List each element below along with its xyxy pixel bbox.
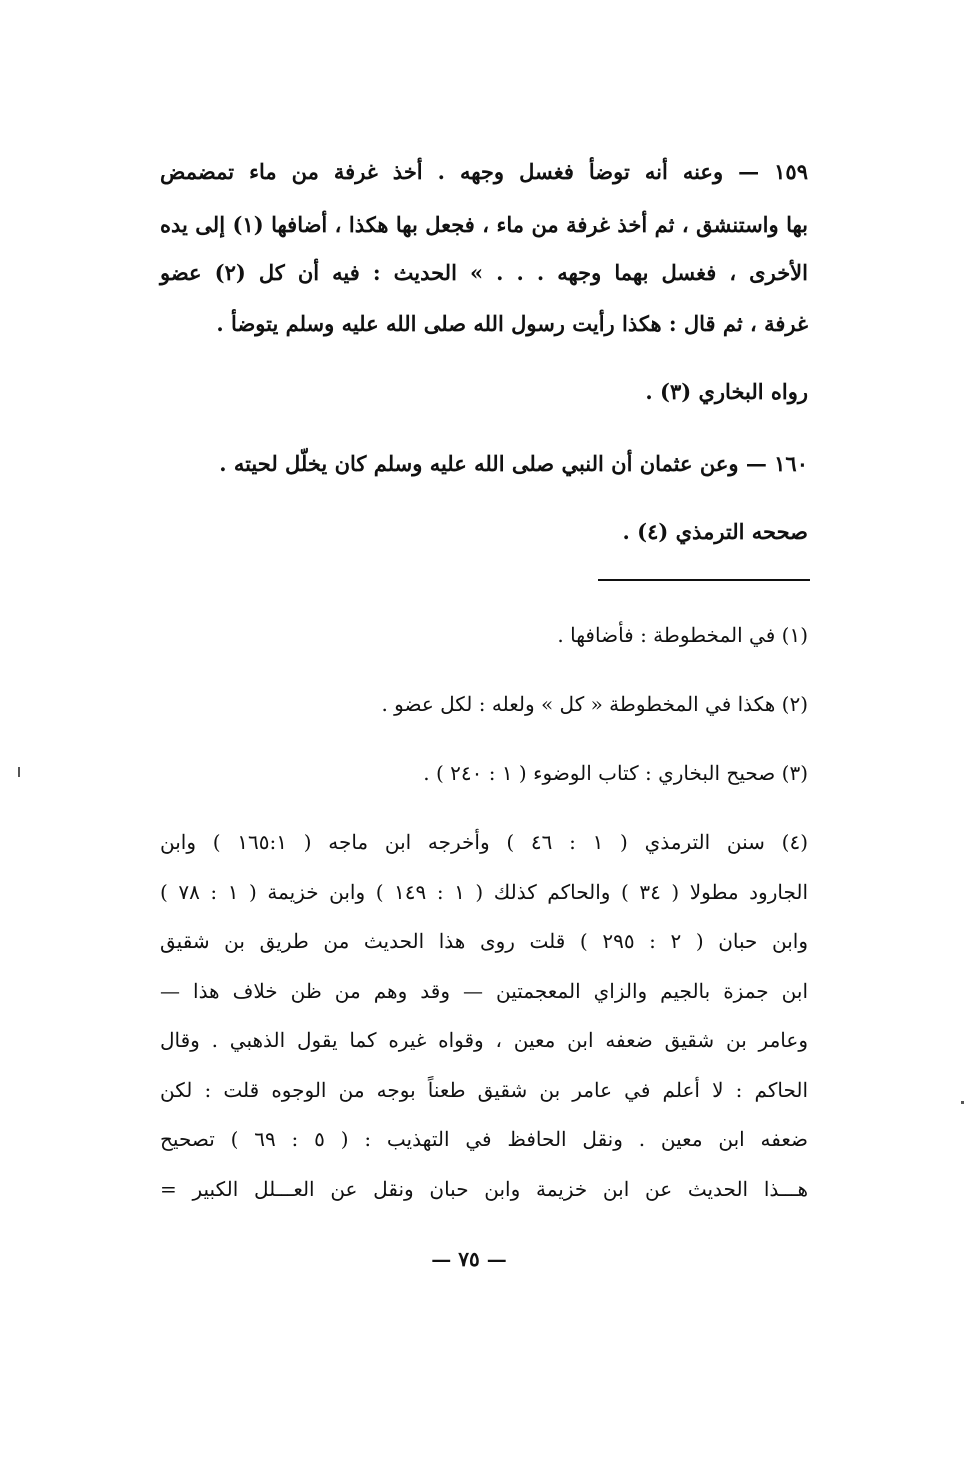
footnote-4-line-5: وعامر بن شقيق ضعفه ابن معين ، وقواه غيره كما يقول الذهبي . وقال bbox=[160, 1028, 808, 1052]
footnote-4-line-1: (٤) سنن الترمذي ( ١ : ٤٦ ) وأخرجه ابن ماجه ( ١٦٥:١ ) وابن bbox=[160, 830, 809, 854]
footnote-4-line-3: وابن حبان ( ٢ : ٢٩٥ ) قلت روى هذا الحديث من طريق بن شقيق bbox=[160, 929, 809, 953]
footnote-4-line-7: ضعفه ابن معين . ونقل الحافظ في التهذيب : ( ٥ : ٦٩ ) تصحيح bbox=[160, 1127, 809, 1151]
hadith-160-text: ١٦٠ — وعن عثمان أن النبي صلى الله عليه وسلم كان يخلّل لحيته . bbox=[219, 451, 808, 476]
hadith-159-line-2: بها واستنشق ، ثم أخذ غرفة من ماء ، فجعل بها هكذا ، أضافها (١) إلى يده bbox=[160, 212, 808, 237]
hadith-159-line-1: ١٥٩ — وعنه أنه توضأ فغسل وجهه . أخذ غرفة من ماء تمضمض bbox=[160, 159, 808, 184]
footnote-4-line-2: الجارود مطولا ( ٣٤ ) والحاكم كذلك ( ١ : ١٤٩ ) وابن خزيمة ( ١ : ٧٨ ) bbox=[160, 880, 809, 904]
footnote-4-line-8: هـــذا الحديث عن ابن خزيمة وابن حبان ونقل عن العـــلل الكبير = bbox=[160, 1177, 808, 1201]
hadith-159-line-4: غرفة ، ثم قال : هكذا رأيت رسول الله صلى الله عليه وسلم يتوضأ . bbox=[216, 311, 808, 336]
footnote-2: (٢) هكذا في المخطوطة « كل » ولعله : لكل عضو . bbox=[381, 692, 808, 716]
scan-speck bbox=[961, 1101, 964, 1104]
hadith-159-source: رواه البخاري (٣) . bbox=[645, 379, 808, 404]
footnote-separator bbox=[598, 579, 810, 581]
hadith-160-source: صححه الترمذي (٤) . bbox=[622, 519, 808, 544]
footnote-4-line-6: الحاكم : لا أعلم في عامر بن شقيق طعناً بوجه من الوجوه قلت : لكن bbox=[160, 1078, 808, 1102]
scan-speck bbox=[18, 767, 20, 777]
footnote-1: (١) في المخطوطة : فأضافها . bbox=[557, 623, 808, 647]
footnote-3: (٣) صحيح البخاري : كتاب الوضوء ( ١ : ٢٤٠ ) . bbox=[423, 761, 808, 785]
footnote-4-line-4: ابن جمزة بالجيم والزاي المعجمتين — وقد وهم من ظن خلاف هذا — bbox=[160, 979, 808, 1003]
page-number: — ٧٥ — bbox=[431, 1247, 507, 1271]
hadith-159-line-3: الأخرى ، فغسل بهما وجهه . . . » الحديث : فيه أن كل (٢) عضو bbox=[160, 260, 808, 285]
